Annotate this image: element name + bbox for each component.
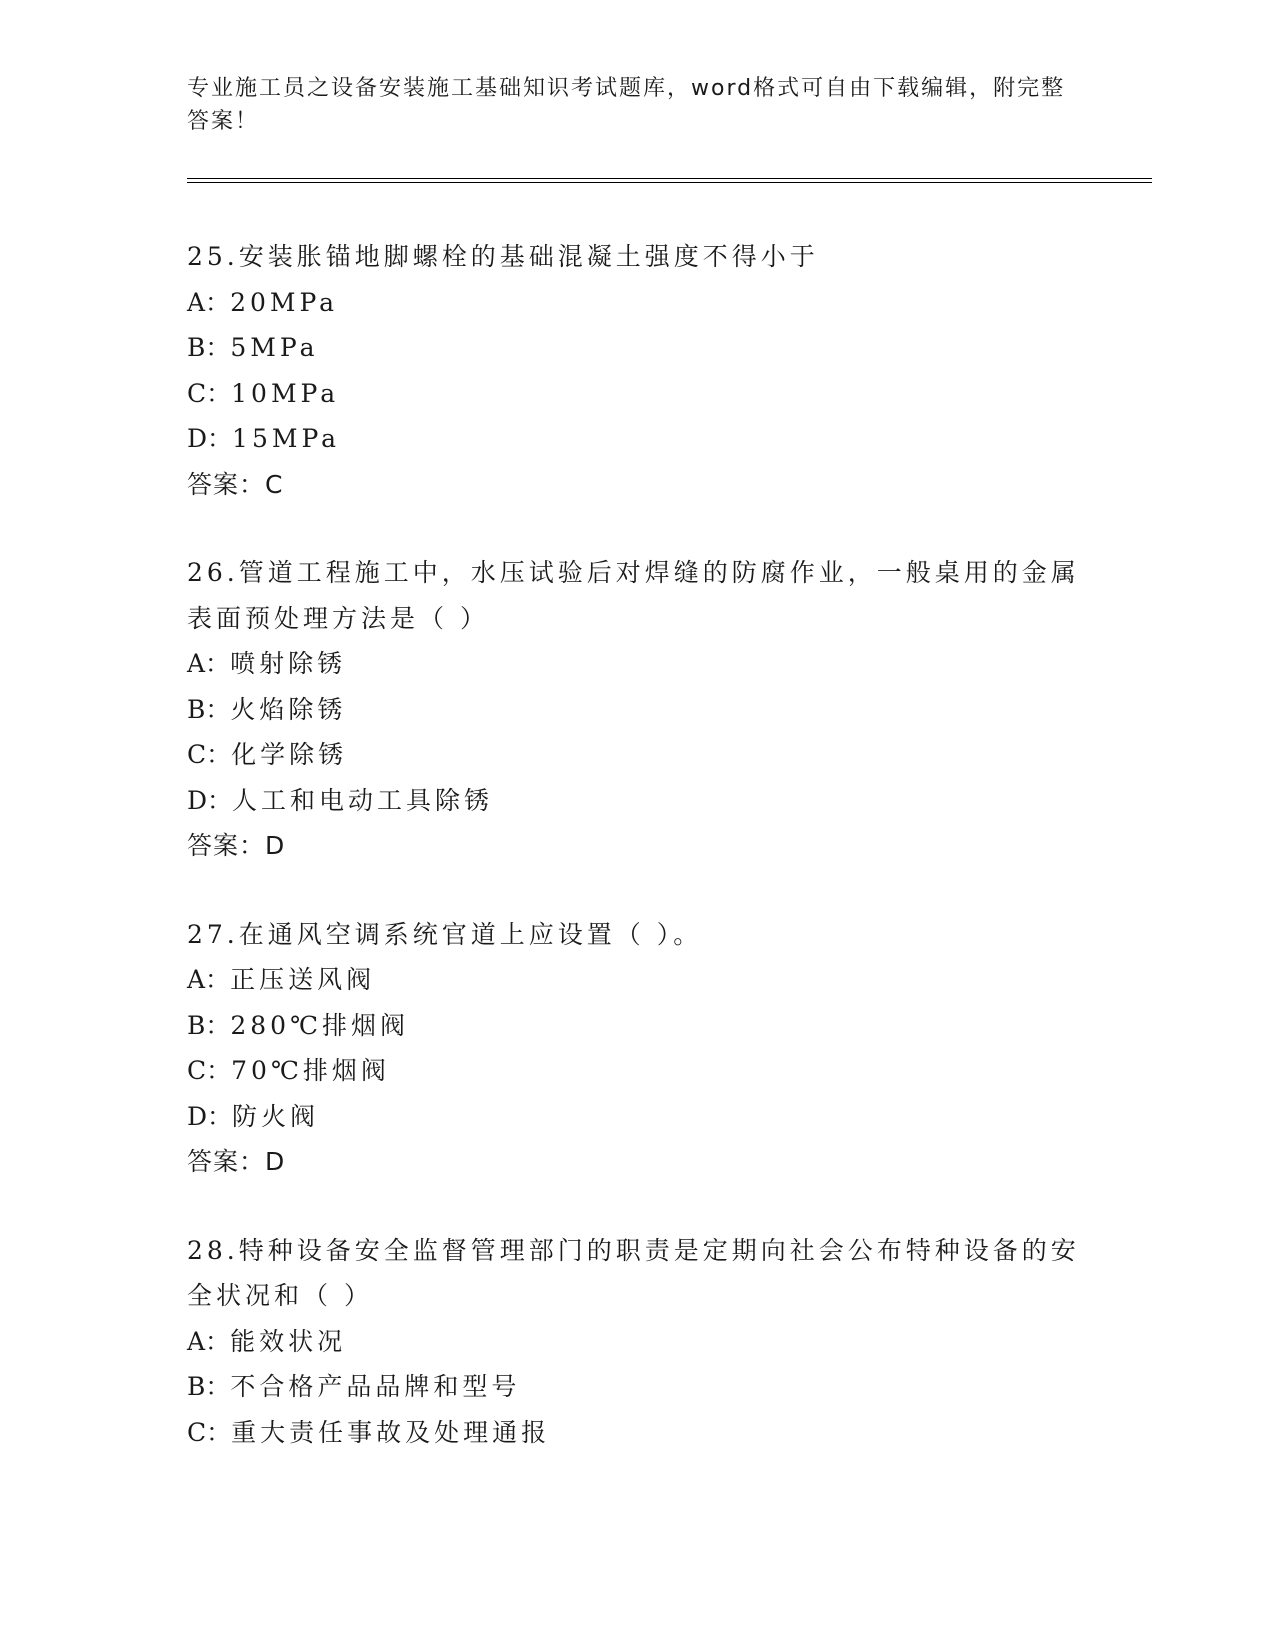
option-d <box>187 1094 1087 1140</box>
question-list <box>187 234 1087 1498</box>
option-d <box>187 416 1087 462</box>
option-text: 15MPa <box>232 424 341 453</box>
option-c <box>187 1410 1087 1456</box>
option-text: 20MPa <box>230 287 339 317</box>
option-key: D： <box>187 424 233 453</box>
option-b <box>187 325 1087 371</box>
option-b <box>187 1003 1087 1049</box>
option-b <box>187 1364 1087 1410</box>
option-b <box>187 687 1087 733</box>
option-text: 化学除锈 <box>231 740 348 769</box>
option-key: B： <box>187 1010 231 1040</box>
option-d <box>187 778 1087 824</box>
option-key: A： <box>187 649 231 678</box>
question-27 <box>187 912 1087 1185</box>
option-key: A： <box>187 287 231 317</box>
option-key: A： <box>187 965 231 994</box>
option-key: D： <box>187 785 233 815</box>
option-a <box>187 280 1087 326</box>
option-text: 280℃排烟阀 <box>230 1010 410 1040</box>
option-text: 能效状况 <box>230 1326 347 1356</box>
option-text: 重大责任事故及处理通报 <box>231 1417 551 1447</box>
option-key: A： <box>187 1326 231 1356</box>
question-25 <box>187 234 1087 507</box>
option-a <box>187 1319 1087 1365</box>
option-a <box>187 957 1087 1003</box>
option-c <box>187 732 1087 778</box>
question-26 <box>187 550 1087 869</box>
option-text: 70℃排烟阀 <box>231 1056 390 1085</box>
option-key: B： <box>187 1372 231 1401</box>
answer-line: 答案：D <box>187 831 286 860</box>
option-key: C： <box>187 740 232 769</box>
question-stem: 25.安装胀锚地脚螺栓的基础混凝土强度不得小于 <box>187 242 819 271</box>
option-text: 不合格产品品牌和型号 <box>230 1372 521 1401</box>
document-header: 专业施工员之设备安装施工基础知识考试题库，word格式可自由下载编辑，附完整答案！ <box>187 76 1066 134</box>
answer-line: 答案：D <box>187 1147 286 1176</box>
option-text: 防火阀 <box>232 1101 320 1131</box>
option-text: 火焰除锈 <box>230 694 347 724</box>
answer-line: 答案：C <box>187 469 284 499</box>
option-text: 喷射除锈 <box>230 649 347 678</box>
header-divider-bottom <box>187 182 1152 183</box>
option-text: 10MPa <box>231 378 340 408</box>
option-text: 5MPa <box>230 333 319 362</box>
question-28 <box>187 1228 1087 1456</box>
option-key: C： <box>187 1056 232 1085</box>
option-key: C： <box>187 378 232 408</box>
question-stem: 27.在通风空调系统官道上应设置（ ）。 <box>187 919 703 949</box>
option-key: B： <box>187 694 231 724</box>
header-divider-top <box>187 178 1152 179</box>
option-text: 人工和电动工具除锈 <box>232 785 494 815</box>
option-key: B： <box>187 333 231 362</box>
option-c <box>187 371 1087 417</box>
option-key: D： <box>187 1101 233 1131</box>
question-stem: 28.特种设备安全监督管理部门的职责是定期向社会公布特种设备的安全状况和（ ） <box>187 1235 1080 1310</box>
option-a <box>187 641 1087 687</box>
option-key: C： <box>187 1417 232 1447</box>
option-text: 正压送风阀 <box>230 965 376 994</box>
question-stem: 26.管道工程施工中，水压试验后对焊缝的防腐作业，一般桌用的金属表面预处理方法是（ ） <box>187 558 1080 633</box>
option-c <box>187 1048 1087 1094</box>
